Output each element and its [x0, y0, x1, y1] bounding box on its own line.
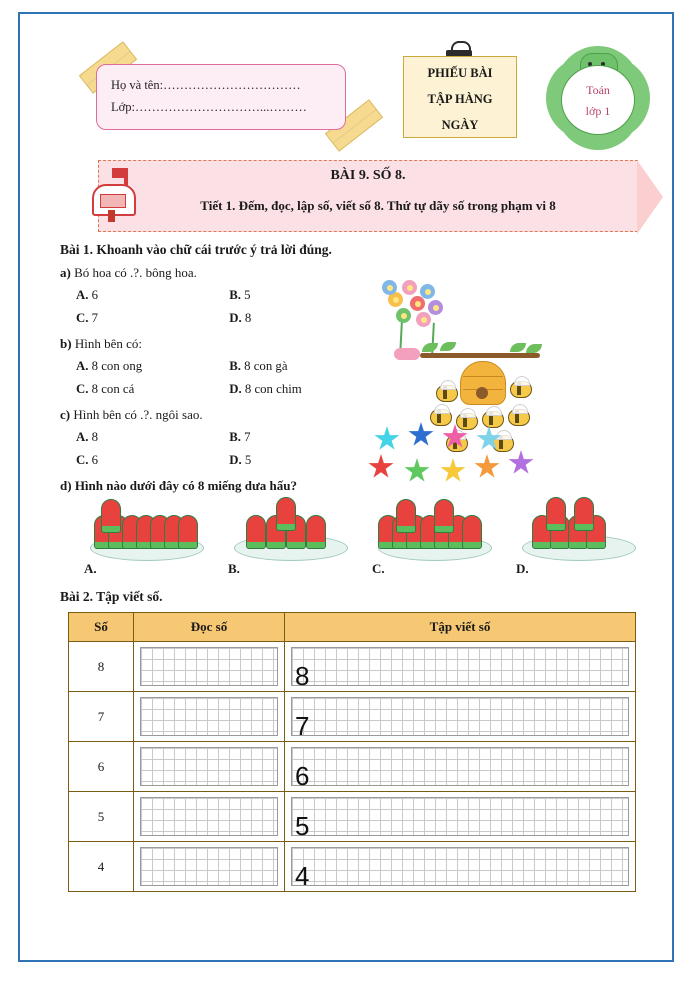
- plate-b-label: B.: [228, 561, 240, 576]
- plate-d[interactable]: [516, 501, 640, 576]
- row-write-grid[interactable]: [285, 692, 636, 742]
- plate-b[interactable]: [228, 501, 352, 576]
- option-a2-value: 5: [244, 288, 251, 302]
- sheet-title-line-1: PHIẾU BÀI: [427, 66, 493, 80]
- option-a1[interactable]: [76, 284, 226, 307]
- option-b1[interactable]: [76, 355, 226, 378]
- row-write-sample-digit: 7: [295, 711, 310, 741]
- option-c3-value: 6: [91, 453, 99, 467]
- worksheet-content: [58, 32, 648, 892]
- option-a4-value: 8: [244, 311, 252, 325]
- row-write-grid[interactable]: [285, 742, 636, 792]
- plate-a-label: A.: [84, 561, 97, 576]
- option-b2-key: B.: [229, 359, 241, 373]
- option-c1[interactable]: [76, 426, 226, 449]
- table-row: [69, 742, 636, 792]
- option-a3[interactable]: [76, 307, 226, 330]
- row-write-grid[interactable]: [285, 842, 636, 892]
- question-a-label: a): [60, 265, 71, 280]
- sheet-title-line-2: TẬP HÀNG: [427, 92, 493, 106]
- option-a4[interactable]: [229, 307, 379, 330]
- row-write-grid[interactable]: [285, 792, 636, 842]
- option-c4-value: 5: [244, 453, 252, 467]
- banner-line-2: Tiết 1. Đếm, đọc, lập số, viết số 8. Thứ tự dãy số trong phạm vi 8: [200, 198, 556, 213]
- option-b2-value: 8 con gà: [244, 359, 288, 373]
- question-b: [58, 336, 648, 401]
- student-info-box: [96, 64, 346, 130]
- option-a1-value: 6: [91, 288, 99, 302]
- option-b3-value: 8 con cá: [91, 382, 135, 396]
- row-number-cell: 8: [69, 642, 134, 692]
- option-c4[interactable]: [229, 449, 379, 472]
- option-b3-key: C.: [76, 382, 89, 396]
- option-c3-key: C.: [76, 453, 89, 467]
- option-b4-key: D.: [229, 382, 242, 396]
- option-c2-key: B.: [229, 430, 241, 444]
- student-class-label: Lớp:…………………………...………: [111, 100, 307, 114]
- question-b-prompt: Hình bên có:: [74, 336, 142, 351]
- subject-stamp: [552, 52, 644, 144]
- header-area: [58, 32, 648, 150]
- option-b2[interactable]: [229, 355, 379, 378]
- banner-line-1: BÀI 9. SỐ 8.: [330, 168, 406, 183]
- question-b-options: [76, 355, 648, 401]
- option-b4[interactable]: [229, 378, 379, 401]
- row-number-cell: 6: [69, 742, 134, 792]
- worksheet-page: [18, 12, 674, 962]
- option-a1-key: A.: [76, 288, 89, 302]
- writing-practice-table: [68, 612, 636, 892]
- stamp-line-1: Toán: [586, 83, 610, 97]
- question-a-prompt: Bó hoa có .?. bông hoa.: [74, 265, 197, 280]
- mailbox-icon: [88, 166, 142, 222]
- table-row: [69, 642, 636, 692]
- question-a-text: [60, 265, 648, 281]
- question-a-options: [76, 284, 648, 330]
- table-header-row: [69, 613, 636, 642]
- question-d-prompt: Hình nào dưới đây có 8 miếng dưa hấu?: [74, 478, 297, 493]
- option-b3[interactable]: [76, 378, 226, 401]
- option-c3[interactable]: [76, 449, 226, 472]
- option-a4-key: D.: [229, 311, 242, 325]
- question-d-text: [60, 478, 648, 494]
- option-b4-value: 8 con chim: [244, 382, 302, 396]
- row-read-grid[interactable]: [134, 692, 285, 742]
- sheet-title-line-3: NGÀY: [441, 118, 479, 132]
- row-read-grid[interactable]: [134, 842, 285, 892]
- stamp-line-2: lớp 1: [585, 104, 611, 118]
- column-header-write: Tập viết số: [285, 613, 636, 642]
- option-b1-key: A.: [76, 359, 89, 373]
- option-c2-value: 7: [244, 430, 251, 444]
- row-write-sample-digit: 5: [295, 811, 310, 841]
- row-write-sample-digit: 8: [295, 661, 310, 691]
- question-c-label: c): [60, 407, 71, 422]
- table-row: [69, 842, 636, 892]
- row-number-cell: 5: [69, 792, 134, 842]
- option-a2-key: B.: [229, 288, 241, 302]
- row-write-grid[interactable]: [285, 642, 636, 692]
- option-c1-value: 8: [91, 430, 99, 444]
- option-c1-key: A.: [76, 430, 89, 444]
- stamp-disc: [561, 65, 635, 135]
- row-read-grid[interactable]: [134, 792, 285, 842]
- plate-c-label: C.: [372, 561, 385, 576]
- table-row: [69, 692, 636, 742]
- question-a: [58, 265, 648, 330]
- option-a3-value: 7: [91, 311, 99, 325]
- option-c4-key: D.: [229, 453, 242, 467]
- question-c-options: [76, 426, 648, 472]
- table-row: [69, 792, 636, 842]
- option-b1-value: 8 con ong: [91, 359, 143, 373]
- row-number-cell: 4: [69, 842, 134, 892]
- question-b-label: b): [60, 336, 72, 351]
- option-a3-key: C.: [76, 311, 89, 325]
- row-read-grid[interactable]: [134, 742, 285, 792]
- row-write-sample-digit: 4: [295, 861, 310, 891]
- question-c-text: [60, 407, 648, 423]
- option-c2[interactable]: [229, 426, 379, 449]
- plate-d-label: D.: [516, 561, 529, 576]
- row-number-cell: 7: [69, 692, 134, 742]
- student-name-label: Họ và tên:……………………………: [111, 78, 301, 92]
- banner-ribbon: [98, 160, 638, 232]
- lesson-banner: [58, 154, 648, 236]
- question-d-label: d): [60, 478, 72, 493]
- question-c-prompt: Hình bên có .?. ngôi sao.: [73, 407, 203, 422]
- column-header-read: Đọc số: [134, 613, 285, 642]
- exercise-1-title: Bài 1. Khoanh vào chữ cái trước ý trả lời đúng.: [60, 242, 332, 257]
- question-c: [58, 407, 648, 472]
- row-write-sample-digit: 6: [295, 761, 310, 791]
- plate-a[interactable]: [84, 501, 208, 576]
- row-read-grid[interactable]: [134, 642, 285, 692]
- sheet-title-box: [403, 56, 517, 138]
- watermelon-plates-row: [58, 497, 648, 575]
- question-d: [58, 478, 648, 575]
- option-a2[interactable]: [229, 284, 379, 307]
- exercise-2-title: Bài 2. Tập viết số.: [60, 589, 163, 604]
- column-header-number: Số: [69, 613, 134, 642]
- plate-c[interactable]: [372, 501, 496, 576]
